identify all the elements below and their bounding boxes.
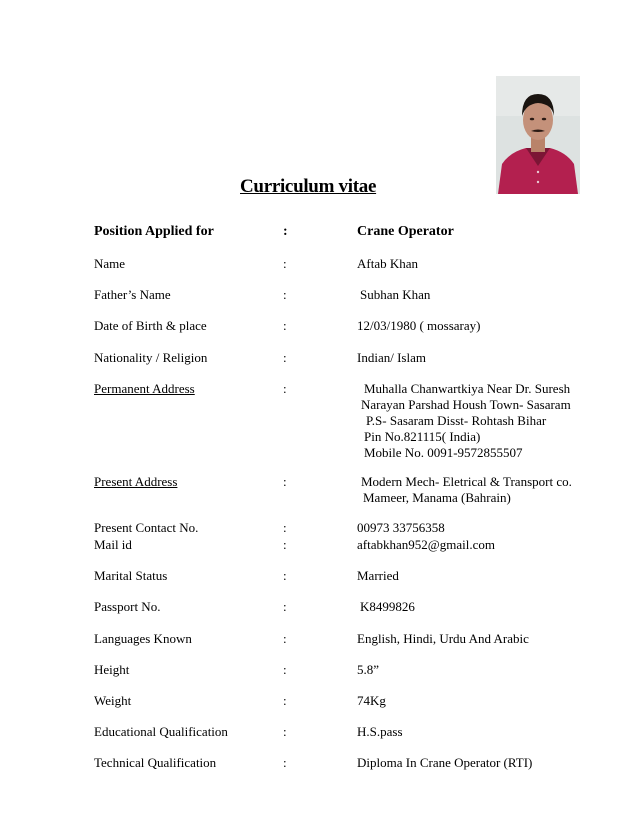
nationality-label: Nationality / Religion [94,350,208,365]
marital-status-value-line: Married [357,568,399,583]
colon-separator: : [283,755,287,770]
weight-label: Weight [94,693,132,708]
contact-no-value-line: 00973 33756358 [357,520,445,535]
colon-separator: : [283,381,287,396]
colon-separator: : [283,693,287,708]
educational-qualification-value [357,724,403,740]
languages-value-line: English, Hindi, Urdu And Arabic [357,631,529,646]
position-applied-label: Position Applied for [94,224,214,239]
permanent-address-value [357,381,571,461]
fathers-name-value-line: Subhan Khan [360,287,431,302]
height-value-line: 5.8” [357,662,380,677]
mail-id-value [357,537,495,553]
mail-id-label: Mail id [94,537,132,552]
colon-separator: : [283,318,287,333]
permanent-address-value-line: Pin No.821115( India) [364,429,481,444]
name-value-line: Aftab Khan [357,256,419,271]
technical-qualification-label: Technical Qualification [94,755,217,770]
contact-no-value [357,520,445,536]
permanent-address-label: Permanent Address [94,381,195,396]
height-label: Height [94,662,130,677]
fathers-name-value [357,287,430,303]
weight-value [357,693,386,709]
languages-label: Languages Known [94,631,192,646]
marital-status-value [357,568,399,584]
date-of-birth-label: Date of Birth & place [94,318,207,333]
present-address-label: Present Address [94,474,178,489]
present-address-value [357,474,572,506]
date-of-birth-value [357,318,480,334]
colon-separator: : [283,474,287,489]
colon-separator: : [283,537,287,552]
passport-no-value-line: K8499826 [360,599,415,614]
languages-value [357,631,529,647]
colon-separator: : [283,724,287,739]
name-value [357,256,418,272]
colon-separator: : [283,256,287,271]
permanent-address-value-line: Narayan Parshad Housh Town- Sasaram [361,397,571,412]
colon-separator: : [283,520,287,535]
colon-separator: : [283,287,287,302]
present-address-value-line: Modern Mech- Eletrical & Transport co. [361,474,572,489]
colon-separator: : [283,599,287,614]
position-applied-value [357,224,454,240]
nationality-value [357,350,426,366]
height-value [357,662,379,678]
nationality-value-line: Indian/ Islam [357,350,426,365]
permanent-address-value-line: Muhalla Chanwartkiya Near Dr. Suresh [364,381,571,396]
technical-qualification-value [357,755,532,771]
contact-no-label: Present Contact No. [94,520,199,535]
marital-status-label: Marital Status [94,568,168,583]
permanent-address-value-line: Mobile No. 0091-9572855507 [364,445,523,460]
position-applied-value-line: Crane Operator [357,224,454,239]
colon-separator: : [283,224,288,239]
profile-photo [496,76,580,194]
colon-separator: : [283,568,287,583]
technical-qualification-value-line: Diploma In Crane Operator (RTI) [357,755,533,770]
fathers-name-label: Father’s Name [94,287,171,302]
present-address-value-line: Mameer, Manama (Bahrain) [363,490,511,505]
name-label: Name [94,256,126,271]
passport-no-value [357,599,415,615]
passport-no-label: Passport No. [94,599,161,614]
educational-qualification-label: Educational Qualification [94,724,228,739]
colon-separator: : [283,631,287,646]
document-title: Curriculum vitae [240,176,377,197]
mail-id-value-line: aftabkhan952@gmail.com [357,537,495,552]
date-of-birth-value-line: 12/03/1980 ( mossaray) [357,318,481,333]
educational-qualification-value-line: H.S.pass [357,724,403,739]
permanent-address-value-line: P.S- Sasaram Disst- Rohtash Bihar [366,413,547,428]
colon-separator: : [283,350,287,365]
weight-value-line: 74Kg [357,693,386,708]
colon-separator: : [283,662,287,677]
